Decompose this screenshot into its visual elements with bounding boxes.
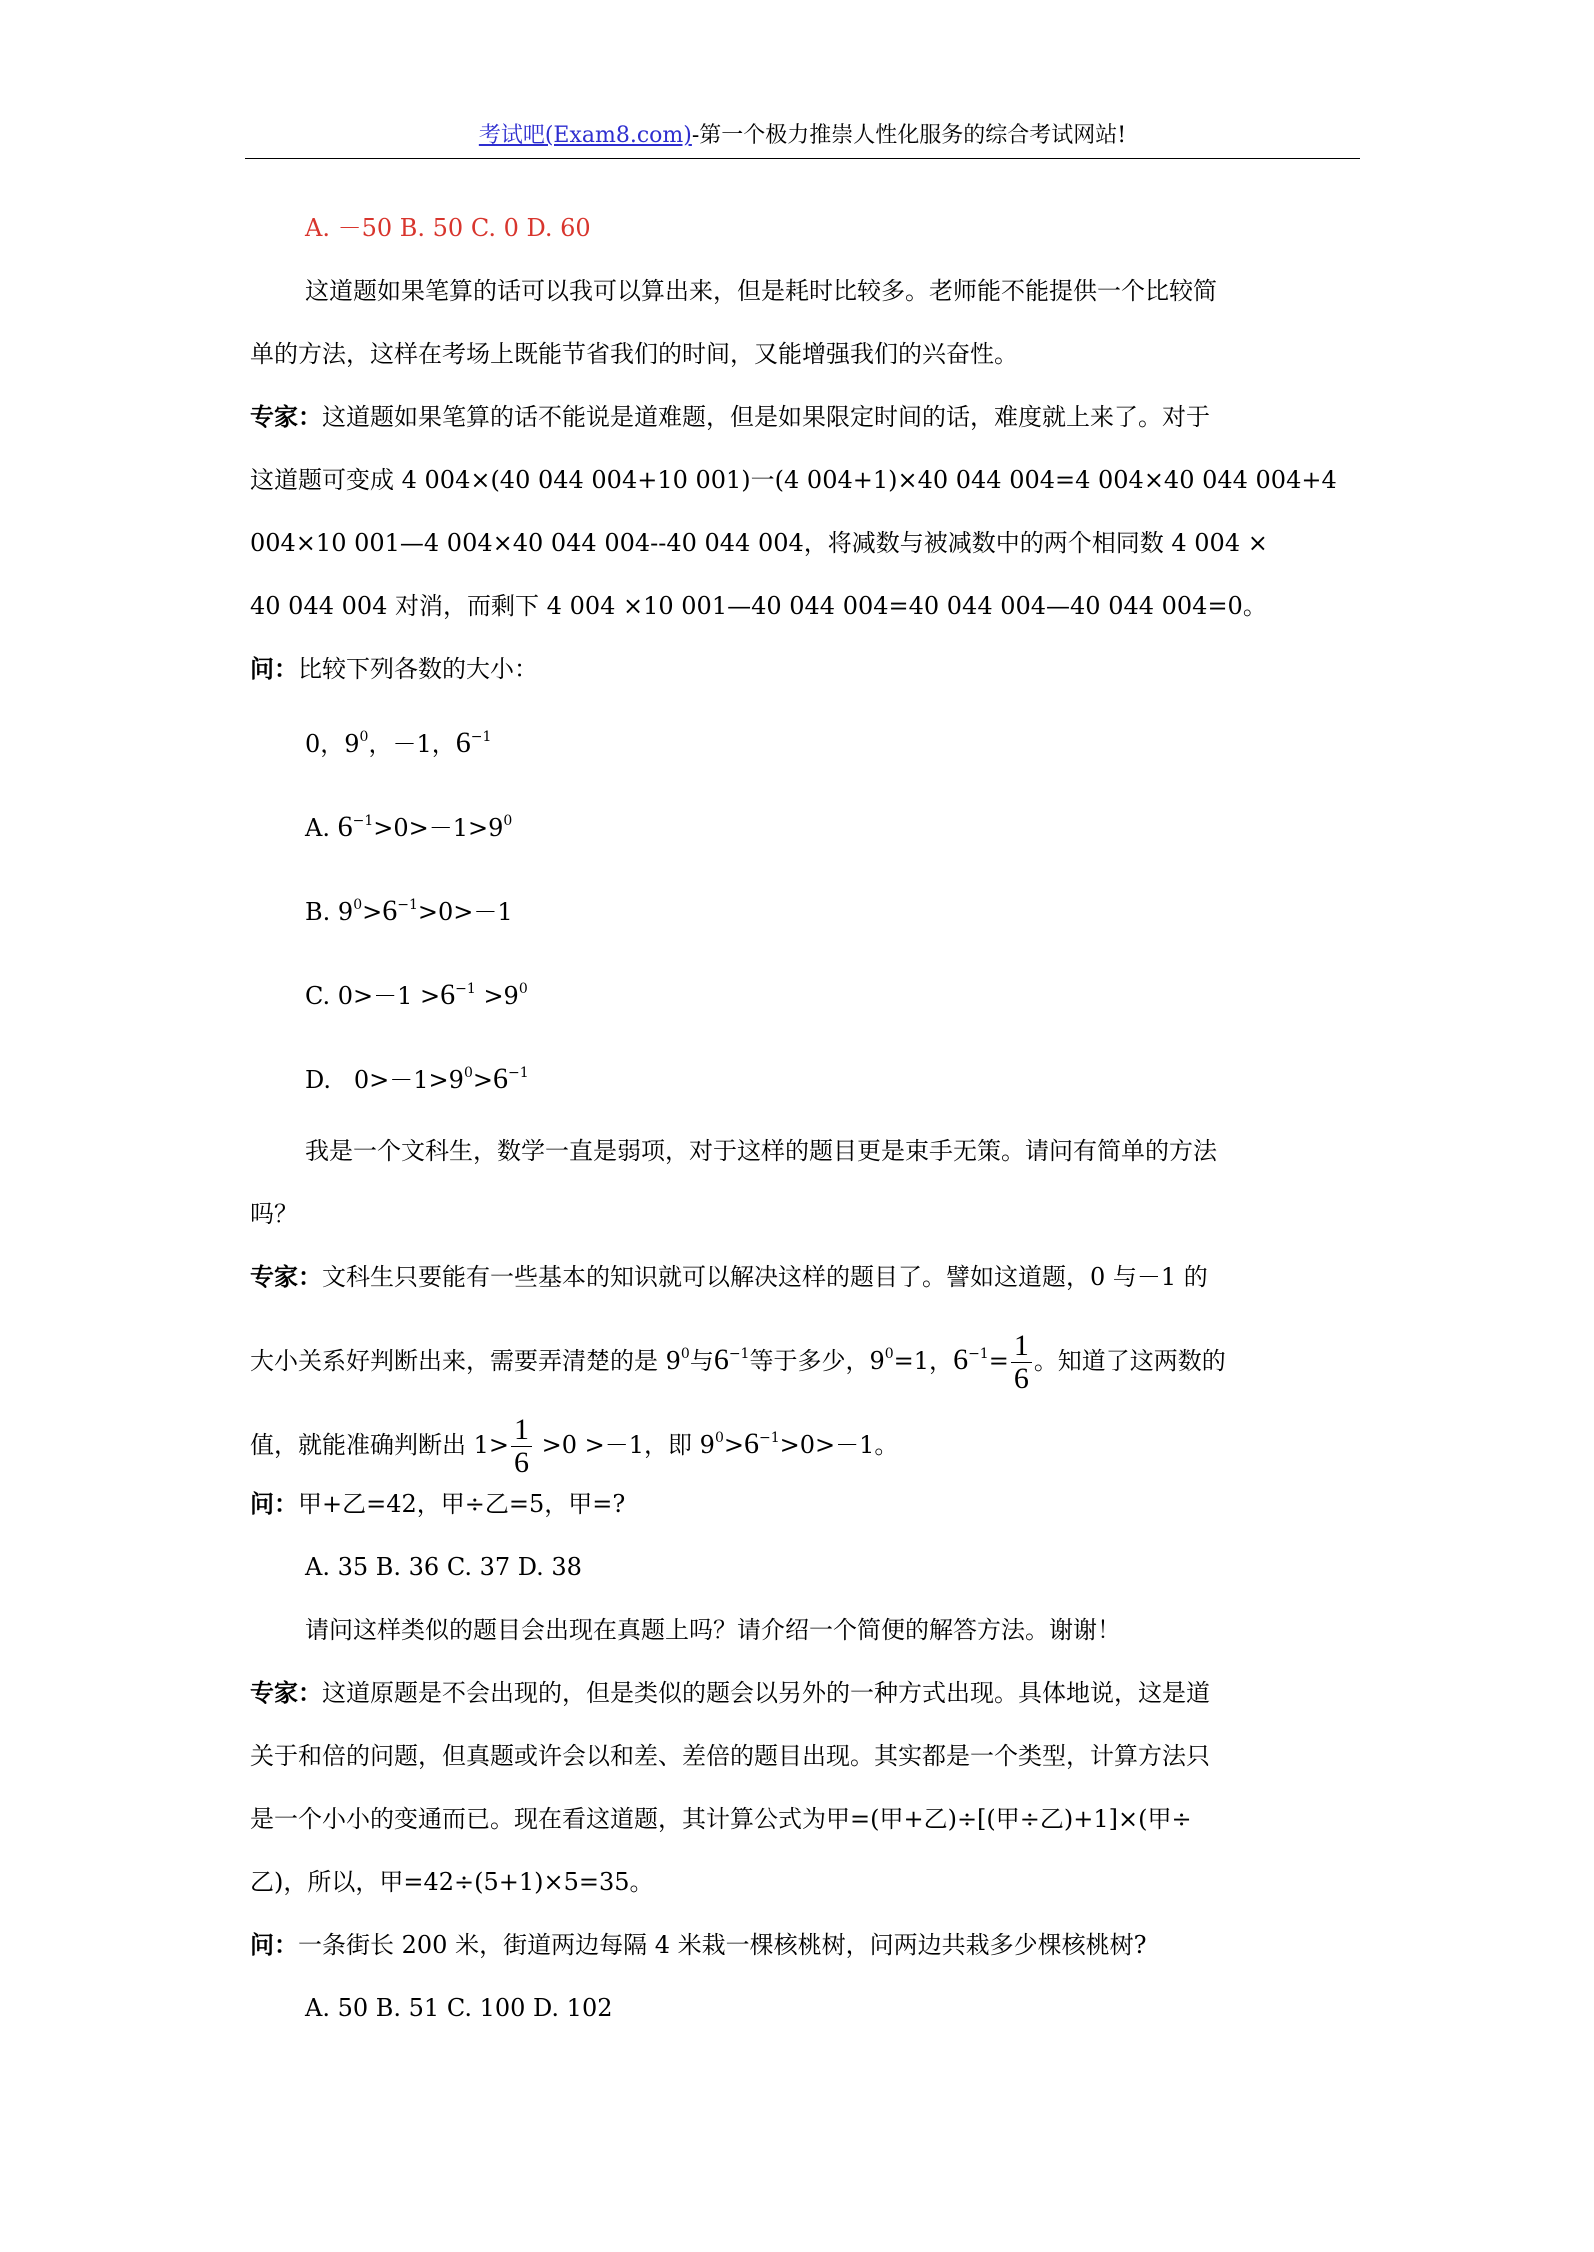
ask-label: 问： [250,654,298,683]
ask-label: 问： [250,1489,298,1518]
q2-expert-line-2: 大小关系好判断出来，需要弄清楚的是 $9^0$与$6^{-1}$等于多少，$9^0=1$，$6^{-1}=$ $\frac{1}{6}$ 。知道了这两数的 [250,1329,1226,1395]
q3-options: A. 35 B. 36 C. 37 D. 38 [305,1553,582,1581]
q1-expert-line-4: 40 044 004 对消，而剩下 4 004 ×10 001—40 044 004=40 044 004—40 044 004=0。 [250,592,1267,620]
expert-label: 专家： [250,402,322,431]
q1-expert-line-2: 这道题可变成 4 004×(40 044 004+10 001)一(4 004+1)×40 044 004=4 004×40 044 004+4 [250,466,1337,494]
q3-question: 问：甲+乙=42，甲÷乙=5，甲=? [250,1489,626,1518]
q2-question: 问：比较下列各数的大小： [250,654,538,683]
q1-student-line-2: 单的方法，这样在考场上既能节省我们的时间，又能增强我们的兴奋性。 [250,340,1018,368]
q1-expert-line-3: 004×10 001—4 004×40 044 004--40 044 004，将减数与被减数中的两个相同数 4 004 × [250,529,1268,557]
site-link[interactable]: 考试吧(Exam8.com) [478,123,692,148]
header-rule [245,158,1360,159]
q1-options: A. －50 B. 50 C. 0 D. 60 [305,214,591,242]
q2-option-d: D. $0>-1>9^0>6^{-1}$ [305,1062,529,1095]
fraction-one-sixth: $\frac{1}{6}$ [511,1414,532,1479]
q3-expert-line-4: 乙)，所以，甲=42÷(5+1)×5=35。 [250,1868,654,1896]
fraction-one-sixth: $\frac{1}{6}$ [1011,1330,1032,1395]
q3-expert-line-3: 是一个小小的变通而已。现在看这道题，其计算公式为甲=(甲+乙)÷[(甲÷乙)+1]×(甲÷ [250,1805,1192,1833]
q3-expert-line-2: 关于和倍的问题，但真题或许会以和差、差倍的题目出现。其实都是一个类型，计算方法只 [250,1742,1210,1770]
q2-option-b: B. $9^0>6^{-1}>0>-1$ [305,894,513,927]
q4-question: 问：一条街长 200 米，街道两边每隔 4 米栽一棵核桃树，问两边共栽多少棵核桃树? [250,1930,1147,1959]
q1-student-line-1: 这道题如果笔算的话可以我可以算出来，但是耗时比较多。老师能不能提供一个比较简 [305,277,1217,305]
expert-label: 专家： [250,1678,322,1707]
q2-option-c: C. $0>-1 >6^{-1} >9^0$ [305,978,528,1011]
q2-student-line-2: 吗？ [250,1200,298,1228]
q3-student: 请问这样类似的题目会出现在真题上吗？请介绍一个简便的解答方法。谢谢！ [305,1616,1121,1644]
q4-options: A. 50 B. 51 C. 100 D. 102 [305,1994,613,2022]
q2-expert-line-3: 值，就能准确判断出 1> $\frac{1}{6}$ >0 >－1，即 $9^0>6^{-1}>0>-1$。 [250,1413,899,1479]
site-tagline: -第一个极力推崇人性化服务的综合考试网站! [691,123,1127,148]
q2-student-line-1: 我是一个文科生，数学一直是弱项，对于这样的题目更是束手无策。请问有简单的方法 [305,1137,1217,1165]
q1-expert-line-1: 专家：这道题如果笔算的话不能说是道难题，但是如果限定时间的话，难度就上来了。对于 [250,402,1210,431]
expert-label: 专家： [250,1262,322,1291]
q2-numbers: 0，$9^0$，－1，$6^{-1}$ [305,726,492,759]
q3-expert-line-1: 专家：这道原题是不会出现的，但是类似的题会以另外的一种方式出现。具体地说，这是道 [250,1678,1210,1707]
q2-expert-line-1: 专家：文科生只要能有一些基本的知识就可以解决这样的题目了。譬如这道题，0 与－1 的 [250,1262,1208,1291]
page-header [245,122,1360,150]
ask-label: 问： [250,1930,298,1959]
q2-option-a: A. $6^{-1}>0>-1>9^0$ [305,810,513,843]
